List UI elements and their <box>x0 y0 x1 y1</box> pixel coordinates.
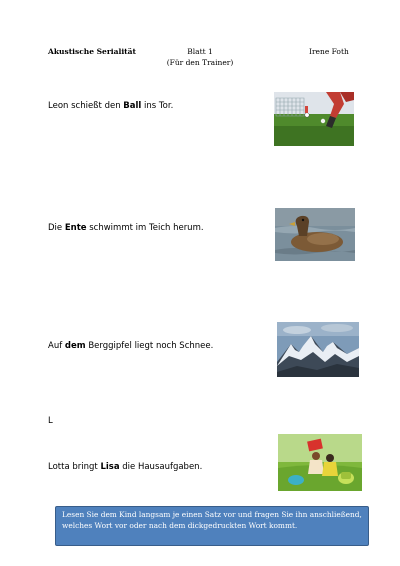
sentence-text: Die <box>48 223 65 233</box>
sentence-bold-word: Ente <box>64 223 87 233</box>
children-photo <box>278 434 362 491</box>
sentence-text: Lotta bringt <box>48 462 101 472</box>
mountain-photo <box>277 322 359 377</box>
sentence-text: schwimmt im Teich herum. <box>86 223 204 233</box>
sentence-bold-word: dem <box>64 341 86 351</box>
sentence-bold-word: Ball <box>123 101 142 111</box>
sentence-3 <box>48 341 213 351</box>
sheet-audience: (Für den Trainer) <box>166 58 234 67</box>
sentence-text: Leon schießt den <box>48 101 124 111</box>
sentence-text: ins Tor. <box>141 101 174 111</box>
sentence-text: die Hausaufgaben. <box>119 462 203 472</box>
instruction-box <box>55 506 369 546</box>
sentence-1 <box>48 101 173 111</box>
sheet-number: Blatt 1 <box>187 47 213 56</box>
duck-photo <box>275 208 355 261</box>
sentence-bold-word: Lisa <box>100 462 120 472</box>
worksheet-title: Akustische Serialität <box>48 47 136 56</box>
soccer-photo <box>274 92 354 146</box>
sentence-5 <box>48 462 202 472</box>
sentence-text: Berggipfel liegt noch Schnee. <box>85 341 214 351</box>
sentence-4 <box>48 416 53 426</box>
sentence-text: Auf <box>48 341 65 351</box>
sentence-text: L <box>48 416 53 426</box>
instruction-text: Lesen Sie dem Kind langsam je einen Satz vor und fragen Sie ihn anschließend, welches Wort vor oder nach dem dickgedruckten Wort kommt. <box>62 510 362 530</box>
sentence-2 <box>48 223 204 233</box>
author-name: Irene Foth <box>309 47 349 56</box>
